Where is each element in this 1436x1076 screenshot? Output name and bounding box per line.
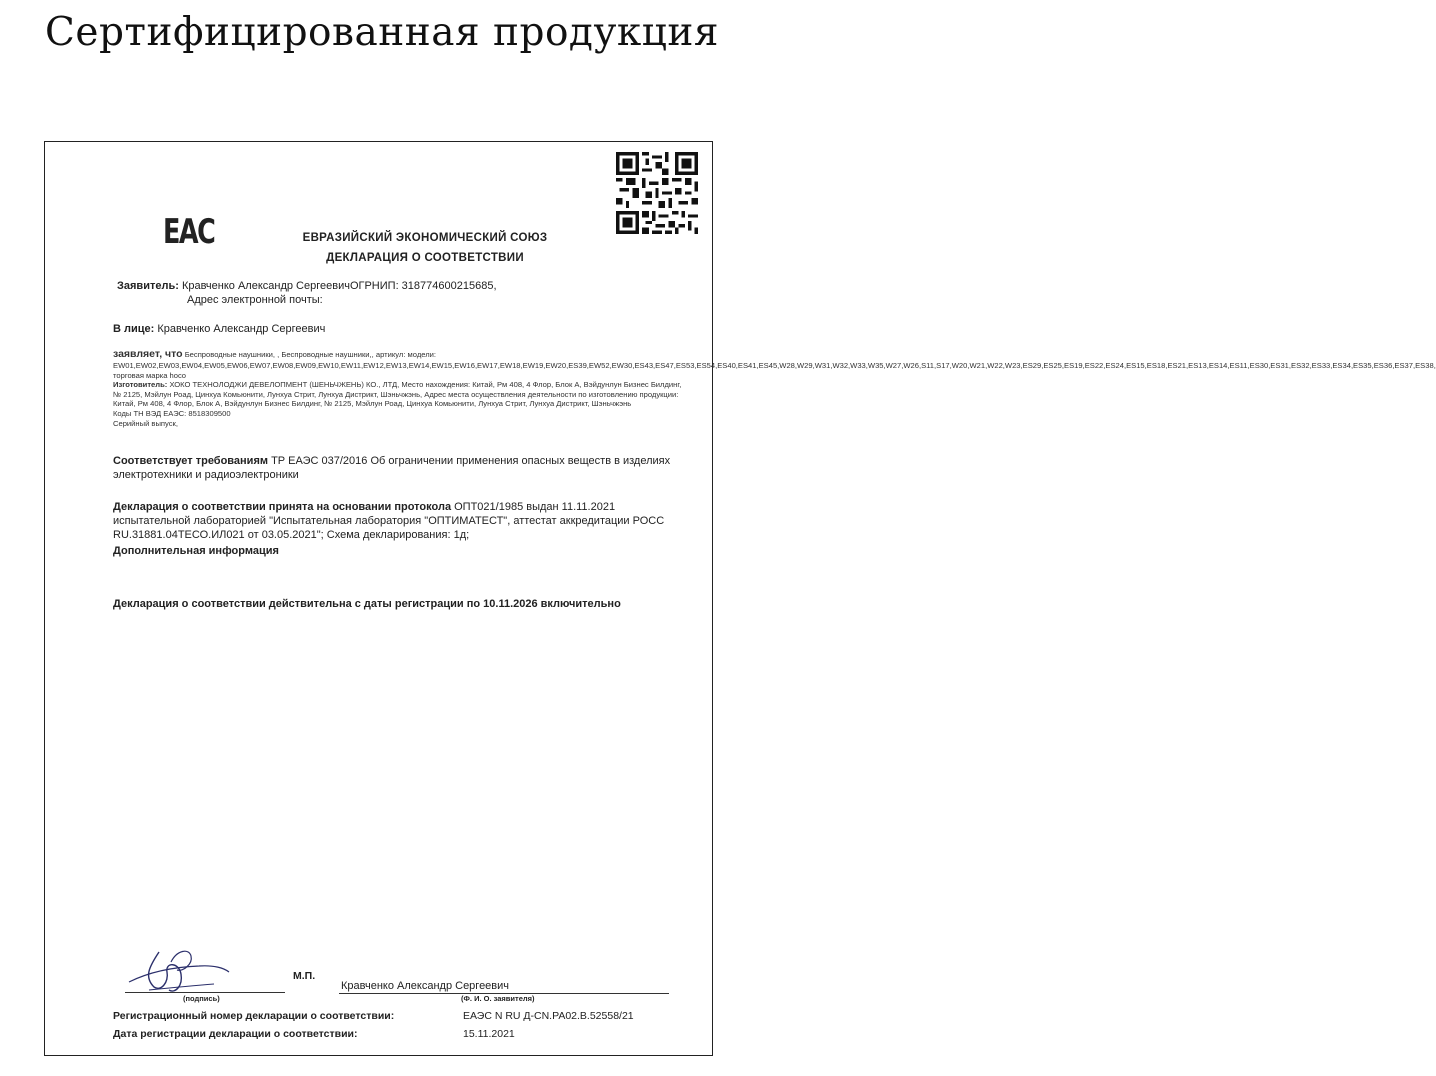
tn-codes: Коды ТН ВЭД ЕАЭС: 8518309500 [113,408,231,418]
signature-line [125,992,285,993]
reg-date-label: Дата регистрации декларации о соответствии: [113,1028,358,1040]
reg-number-label: Регистрационный номер декларации о соответствии: [113,1010,395,1022]
signer-name: Кравченко Александр Сергеевич [341,980,510,992]
validity-statement: Декларация о соответствии действительна с даты регистрации по 10.11.2026 включительно [113,598,621,610]
additional-info-label: Дополнительная информация [113,545,279,557]
conforms-block [113,454,685,482]
stamp-place-label: М.П. [293,970,316,982]
person-label: В лице: [113,323,155,335]
email-line: Адрес электронной почты: [187,294,323,306]
fio-caption: (Ф. И. О. заявителя) [461,994,535,1003]
declares-label: заявляет, что [113,348,183,360]
applicant-value: Кравченко Александр СергеевичОГРНИП: 318774600215685, [181,280,497,292]
applicant-label: Заявитель: [117,280,179,292]
manufacturer-label: Изготовитель: [113,380,168,390]
certificate-document [44,141,1436,1056]
page-title: Сертифицированная продукция [45,10,719,55]
manufacturer-text: ХОКО ТЕХНОЛОДЖИ ДЕВЕЛОПМЕНТ (ШЕНЬЧЖЕНЬ) КО., ЛТД, Место нахождения: Китай, Рм 408, 4 Флор, Блок А, Вэйдунлун Бизнес Билдинг, № 2125, Мэйлун Роад, Цинхуа Комьюнити, Лунхуа Стрит, Лунхуа Дистрикт, Шэньчжэнь, Адрес места осуществления деятельности по изготовлению продукции: Китай, Рм 408, 4 Флор, Блок А, Вэйдунлун Бизнес Билдинг, № 2125, Мэйлун Роад, Цинхуа Комьюнити, Лунхуа Стрит, Лунхуа Дистрикт, Шэньчжэнь [113,380,682,409]
qr-code-icon [616,152,698,234]
reg-date-value: 15.11.2021 [463,1028,515,1040]
union-name: ЕВРАЗИЙСКИЙ ЭКОНОМИЧЕСКИЙ СОЮЗ [302,232,548,244]
serial-release: Серийный выпуск, [113,418,178,428]
eac-logo: ЕАС [163,212,215,252]
applicant-block [117,279,697,307]
declares-block [113,347,1436,428]
declares-text: Беспроводные наушники, , Беспроводные наушники,, артикул: модели: EW01,EW02,EW03,EW04,EW05,EW06,EW07,EW08,EW09,EW10,EW11,EW12,EW13,EW14,EW15,EW16,EW17,EW18,EW19,EW20,ES39,EW52,EW30,ES43,ES47,ES53,ES54,ES40,ES41,ES45,W28,W29,W31,W32,W33,W35,W27,W26,S11,S17,W20,W21,W22,W23,ES29,ES25,ES19,ES22,ES24,ES15,ES18,ES21,ES13,ES14,ES11,ES30,ES31,ES32,ES33,ES34,ES35,ES36,ES37,ES38, торговая марка hoco [113,350,1436,380]
person-block [113,322,693,336]
conforms-label: Соответствует требованиям [113,455,268,467]
conforms-text: ТР ЕАЭС 037/2016 Об ограничении применения опасных веществ в изделиях электротехники и радиоэлектроники [113,455,671,481]
person-value: Кравченко Александр Сергеевич [157,323,326,335]
basis-block [113,500,685,542]
basis-text: ОПТ021/1985 выдан 11.11.2021 испытательной лабораторией "Испытательная лаборатория "ОПТИМАТЕСТ", аттестат аккредитации РОСС RU.31881.04ТЕСО.ИЛ021 от 03.05.2021"; Схема декларирования: 1д; [113,501,665,541]
signature-caption: (подпись) [183,994,220,1003]
basis-label: Декларация о соответствии принята на основании протокола [113,501,452,513]
document-type: ДЕКЛАРАЦИЯ О СООТВЕТСТВИИ [326,252,524,264]
reg-number-value: ЕАЭС N RU Д-CN.PA02.B.52558/21 [463,1010,634,1022]
